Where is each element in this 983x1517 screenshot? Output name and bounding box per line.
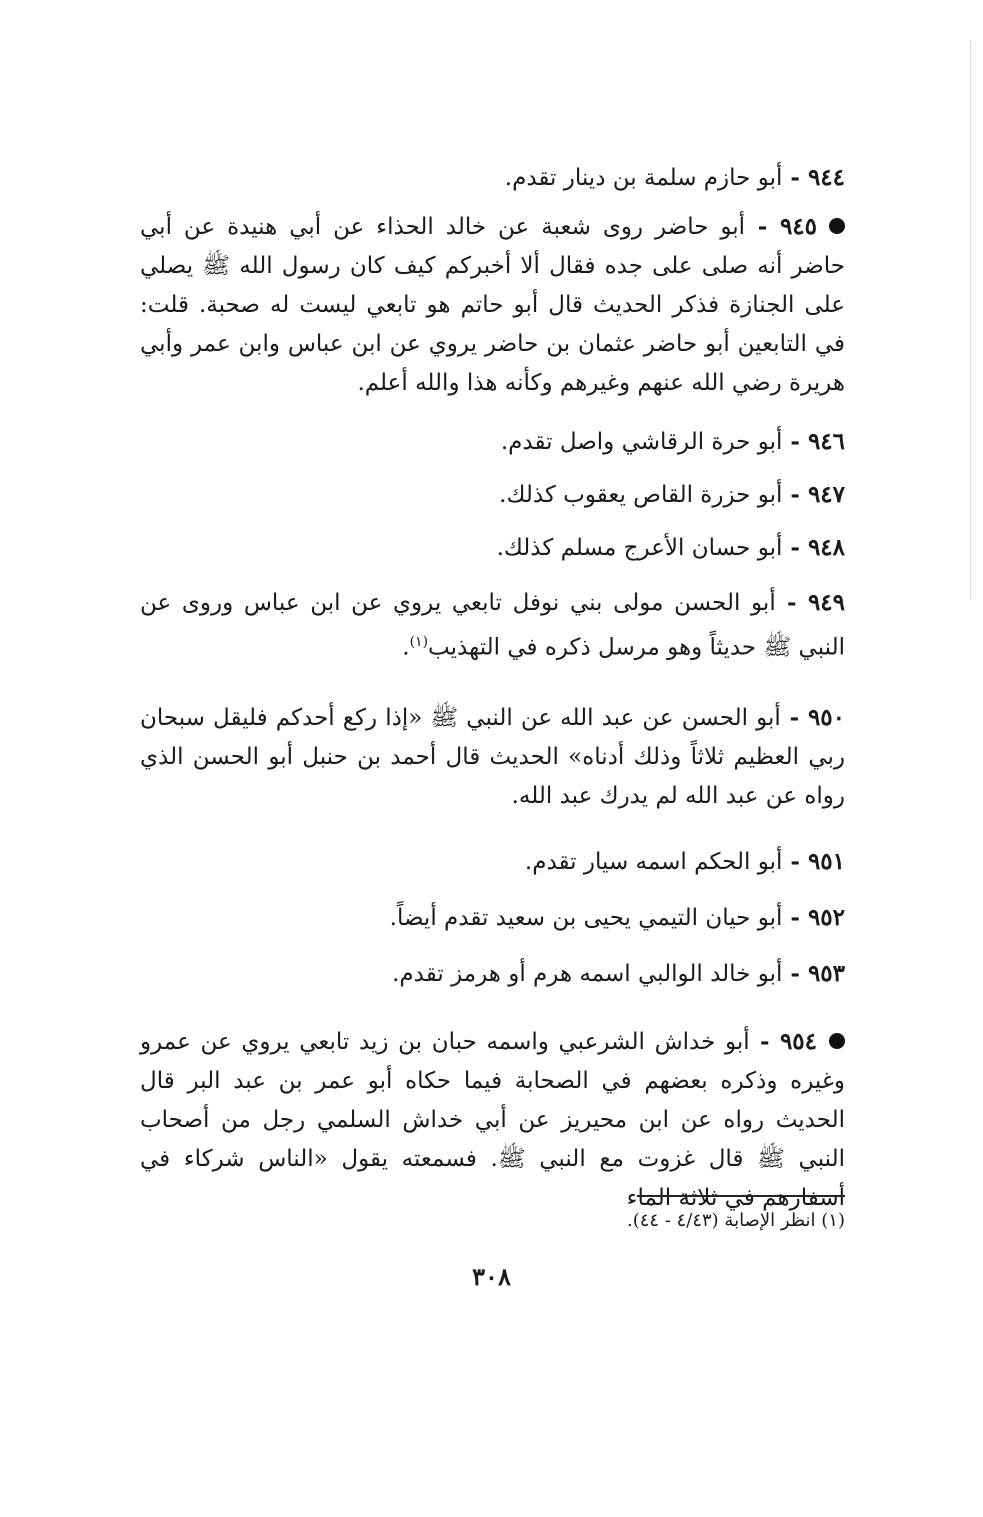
entry-953: ٩٥٣ - أبو خالد الوالبي اسمه هرم أو هرمز تقدم. xyxy=(392,960,845,987)
footnote-marker: (١) xyxy=(409,634,429,650)
entry-954: ٩٥٤ - أبو خداش الشرعبي واسمه حبان بن زيد تابعي يروي عن عمرو وغيره وذكره بعضهم في الصحابة فيما حكاه أبو عمر بن عبد البر قال الحديث رواه عن ابن محيريز عن أبي خداش السلمي رجل من أصحاب النبي ﷺ قال غزوت مع النبي ﷺ. فسمعته يقول «الناس شركاء في أسفارهم في ثلاثة الماء xyxy=(140,1028,845,1211)
entry-number: ٩٤٥ xyxy=(779,213,817,240)
entry-text: أبو الحسن مولى بني نوفل تابعي يروي عن ابن عباس وروى عن النبي ﷺ حديثاً وهو مرسل ذكره في التهذيب xyxy=(140,590,845,661)
page-number: ٣٠٨ xyxy=(472,1262,511,1291)
entry-text: أبو الحسن عن عبد الله عن النبي ﷺ «إذا ركع أحدكم فليقل سبحان ربي العظيم ثلاثاً وذلك أدناه» الحديث قال أحمد بن حنبل أبو الحسن الذي رواه عن عبد الله لم يدرك عبد الله. xyxy=(140,705,845,809)
bullet-icon xyxy=(829,1033,845,1049)
entry-number: ٩٥٢ xyxy=(807,904,845,931)
entry-number: ٩٥٤ xyxy=(779,1028,817,1055)
entry-number: ٩٥٣ xyxy=(807,960,845,987)
entry-text: أبو حازم سلمة بن دينار تقدم. xyxy=(504,165,783,191)
entry-text: أبو الحكم اسمه سيار تقدم. xyxy=(524,849,783,875)
entry-946: ٩٤٦ - أبو حرة الرقاشي واصل تقدم. xyxy=(500,428,845,455)
entry-number: ٩٤٧ xyxy=(807,481,845,508)
scan-edge-dots xyxy=(970,40,971,600)
entry-number: ٩٤٨ xyxy=(807,534,845,561)
entry-text: أبو حاضر روى شعبة عن خالد الحذاء عن أبي هنيدة عن أبي حاضر أنه صلى على جده فقال ألا أخبركم كيف كان رسول الله ﷺ يصلي على الجنازة فذكر الحديث قال أبو حاتم هو تابعي ليست له صحبة. قلت: في التابعين أبو حاضر عثمان بن حاضر يروي عن ابن عباس وابن عمر وأبي هريرة رضي الله عنهم وغيرهم وكأنه هذا والله أعلم. xyxy=(140,214,845,396)
entry-949: ٩٤٩ - أبو الحسن مولى بني نوفل تابعي يروي عن ابن عباس وروى عن النبي ﷺ حديثاً وهو مرسل ذكره في التهذيب$^{(١)}$. xyxy=(140,589,845,661)
entry-number: ٩٥٠ xyxy=(807,704,846,731)
bullet-icon xyxy=(829,218,845,234)
entry-number: ٩٤٩ xyxy=(807,589,845,616)
entry-950: ٩٥٠ - أبو الحسن عن عبد الله عن النبي ﷺ «إذا ركع أحدكم فليقل سبحان ربي العظيم ثلاثاً وذلك أدناه» الحديث قال أحمد بن حنبل أبو الحسن الذي رواه عن عبد الله لم يدرك عبد الله. xyxy=(140,704,846,809)
entry-948: ٩٤٨ - أبو حسان الأعرج مسلم كذلك. xyxy=(496,534,845,561)
entry-text: أبو حزرة القاص يعقوب كذلك. xyxy=(499,482,783,508)
entry-text: أبو حرة الرقاشي واصل تقدم. xyxy=(500,429,783,455)
entry-951: ٩٥١ - أبو الحكم اسمه سيار تقدم. xyxy=(524,848,845,875)
entry-945: ٩٤٥ - أبو حاضر روى شعبة عن خالد الحذاء عن أبي هنيدة عن أبي حاضر أنه صلى على جده فقال ألا أخبركم كيف كان رسول الله ﷺ يصلي على الجنازة فذكر الحديث قال أبو حاتم هو تابعي ليست له صحبة. قلت: في التابعين أبو حاضر عثمان بن حاضر يروي عن ابن عباس وابن عمر وأبي هريرة رضي الله عنهم وغيرهم وكأنه هذا والله أعلم. xyxy=(140,213,845,396)
footnote: (١) انظر الإصابة (٤/٤٣ - ٤٤). xyxy=(626,1210,845,1231)
entry-952: ٩٥٢ - أبو حيان التيمي يحيى بن سعيد تقدم أيضاً. xyxy=(389,904,845,931)
entry-text: أبو خالد الوالبي اسمه هرم أو هرمز تقدم. xyxy=(392,961,783,987)
entry-number: ٩٤٦ xyxy=(807,428,845,455)
footnote-divider xyxy=(637,1195,845,1197)
entry-text: أبو حسان الأعرج مسلم كذلك. xyxy=(496,535,783,561)
entry-944: ٩٤٤ - أبو حازم سلمة بن دينار تقدم. xyxy=(504,164,845,191)
entry-text: أبو خداش الشرعبي واسمه حبان بن زيد تابعي يروي عن عمرو وغيره وذكره بعضهم في الصحابة فيما حكاه أبو عمر بن عبد البر قال الحديث رواه عن ابن محيريز عن أبي خداش السلمي رجل من أصحاب النبي ﷺ قال غزوت مع النبي ﷺ. فسمعته يقول «الناس شركاء في أسفارهم في ثلاثة الماء xyxy=(140,1029,845,1211)
entry-947: ٩٤٧ - أبو حزرة القاص يعقوب كذلك. xyxy=(499,481,845,508)
entry-text: أبو حيان التيمي يحيى بن سعيد تقدم أيضاً. xyxy=(389,905,783,931)
entry-number: ٩٤٤ xyxy=(807,164,845,191)
entry-number: ٩٥١ xyxy=(807,848,845,875)
